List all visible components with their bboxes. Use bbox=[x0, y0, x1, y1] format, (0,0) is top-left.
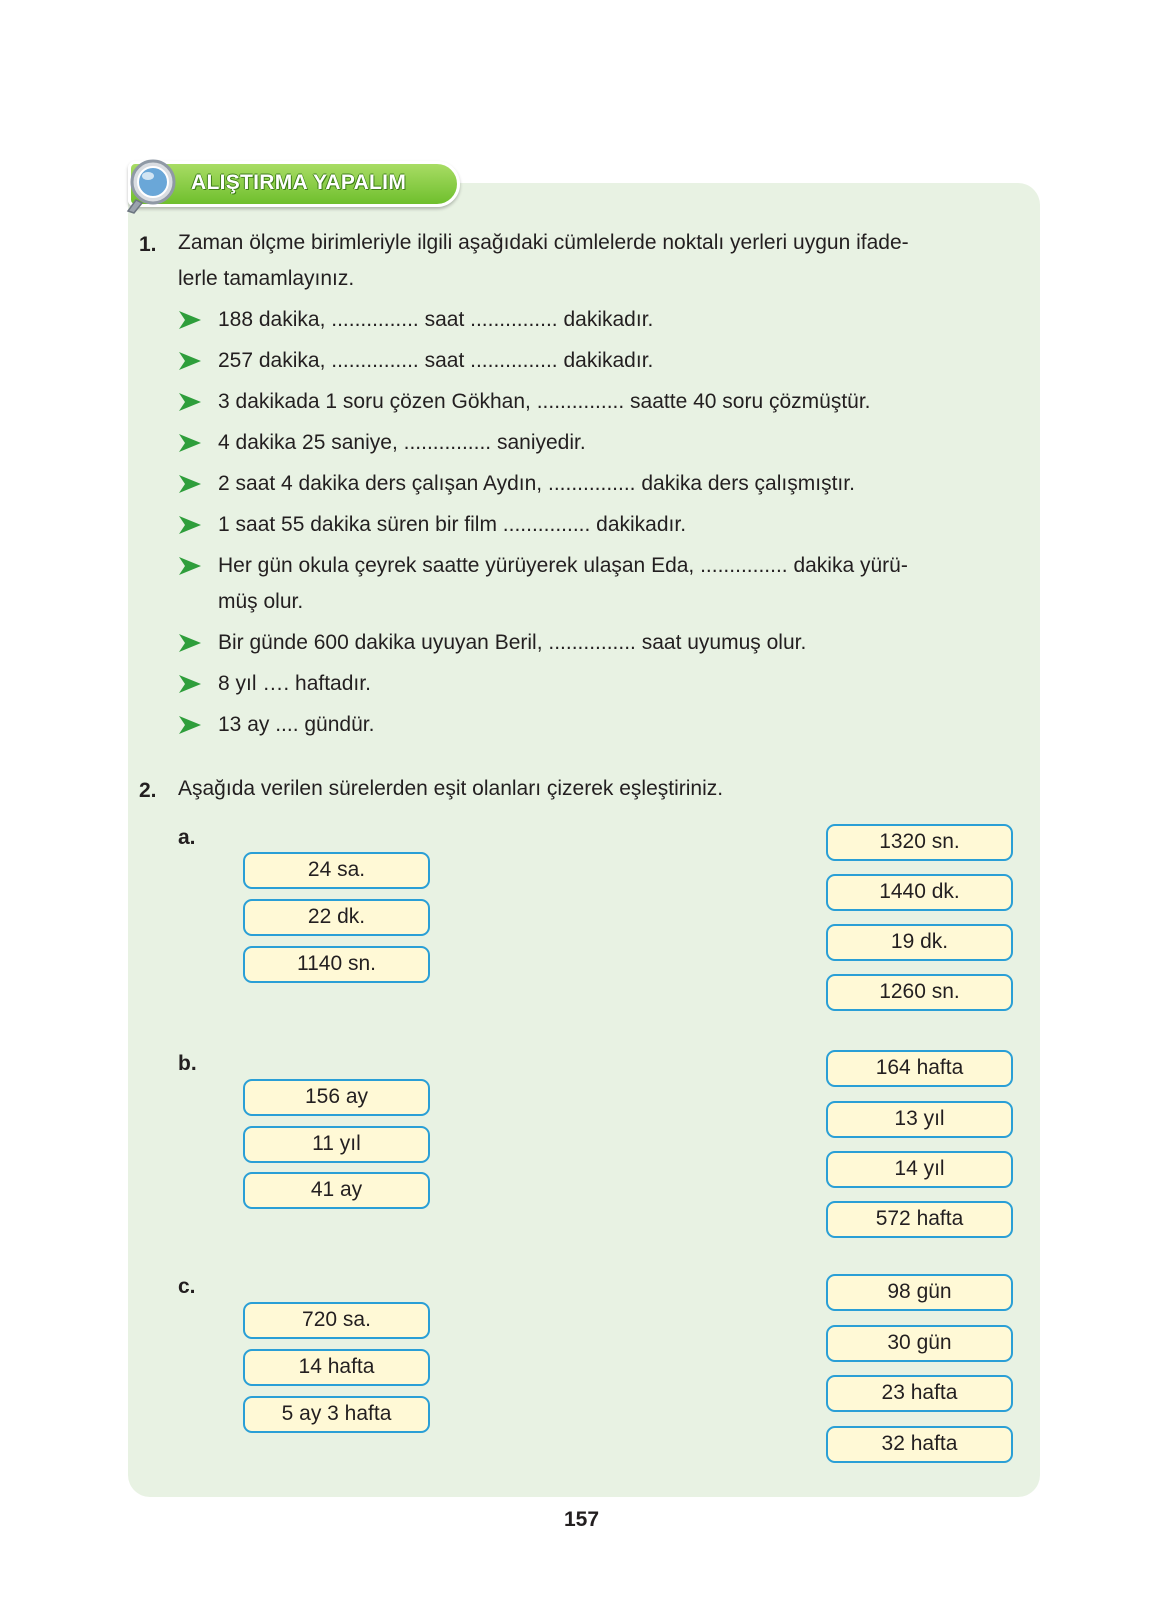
match-box-right[interactable]: 1440 dk. bbox=[826, 874, 1013, 911]
match-box-left[interactable]: 14 hafta bbox=[243, 1349, 430, 1386]
match-box-left[interactable]: 720 sa. bbox=[243, 1302, 430, 1339]
item-text: 2 saat 4 dakika ders çalışan Aydın, ............... dakika ders çalışmıştır. bbox=[218, 472, 855, 495]
arrow-right-icon bbox=[178, 466, 202, 502]
item-text: 188 dakika, ............... saat ............... dakikadır. bbox=[218, 308, 654, 331]
group-a-label: a. bbox=[178, 826, 196, 849]
arrow-right-icon bbox=[178, 302, 202, 338]
question-2-prompt: Aşağıda verilen sürelerden eşit olanları çizerek eşleştiriniz. bbox=[178, 777, 724, 800]
match-box-left[interactable]: 22 dk. bbox=[243, 899, 430, 936]
match-box-right[interactable]: 164 hafta bbox=[826, 1050, 1013, 1087]
question-1-prompt-line2: lerle tamamlayınız. bbox=[178, 267, 355, 290]
match-box-right[interactable]: 98 gün bbox=[826, 1274, 1013, 1311]
match-box-left[interactable]: 11 yıl bbox=[243, 1126, 430, 1163]
match-box-right[interactable]: 1320 sn. bbox=[826, 824, 1013, 861]
match-box-right[interactable]: 13 yıl bbox=[826, 1101, 1013, 1138]
item-text: müş olur. bbox=[218, 590, 304, 613]
arrow-right-icon bbox=[178, 384, 202, 420]
question-1-prompt-line1: Zaman ölçme birimleriyle ilgili aşağıdaki cümlelerde noktalı yerleri uygun ifade- bbox=[178, 231, 909, 254]
group-b-label: b. bbox=[178, 1052, 197, 1075]
item-text: Her gün okula çeyrek saatte yürüyerek ulaşan Eda, ............... dakika yürü- bbox=[218, 554, 908, 577]
page-number: 157 bbox=[563, 1508, 600, 1531]
banner-title: ALIŞTIRMA YAPALIM bbox=[191, 171, 407, 194]
group-c-label: c. bbox=[178, 1275, 196, 1298]
match-box-right[interactable]: 30 gün bbox=[826, 1325, 1013, 1362]
match-box-right[interactable]: 1260 sn. bbox=[826, 974, 1013, 1011]
question-2-number: 2. bbox=[139, 779, 157, 802]
item-text: 4 dakika 25 saniye, ............... saniyedir. bbox=[218, 431, 586, 454]
match-box-left[interactable]: 24 sa. bbox=[243, 852, 430, 889]
item-text: 257 dakika, ............... saat ............... dakikadır. bbox=[218, 349, 654, 372]
arrow-right-icon bbox=[178, 548, 202, 584]
item-text: Bir günde 600 dakika uyuyan Beril, ............... saat uyumuş olur. bbox=[218, 631, 807, 654]
arrow-right-icon bbox=[178, 507, 202, 543]
arrow-right-icon bbox=[178, 425, 202, 461]
arrow-right-icon bbox=[178, 707, 202, 743]
item-text: 8 yıl …. haftadır. bbox=[218, 672, 371, 695]
match-box-right[interactable]: 14 yıl bbox=[826, 1151, 1013, 1188]
match-box-left[interactable]: 1140 sn. bbox=[243, 946, 430, 983]
match-box-right[interactable]: 572 hafta bbox=[826, 1201, 1013, 1238]
match-box-left[interactable]: 5 ay 3 hafta bbox=[243, 1396, 430, 1433]
match-box-right[interactable]: 23 hafta bbox=[826, 1375, 1013, 1412]
match-box-left[interactable]: 156 ay bbox=[243, 1079, 430, 1116]
match-box-right[interactable]: 19 dk. bbox=[826, 924, 1013, 961]
item-text: 3 dakikada 1 soru çözen Gökhan, ............... saatte 40 soru çözmüştür. bbox=[218, 390, 871, 413]
match-box-left[interactable]: 41 ay bbox=[243, 1172, 430, 1209]
arrow-right-icon bbox=[178, 625, 202, 661]
item-text: 1 saat 55 dakika süren bir film ............... dakikadır. bbox=[218, 513, 687, 536]
item-text: 13 ay .... gündür. bbox=[218, 713, 375, 736]
question-1-number: 1. bbox=[139, 233, 157, 256]
magnifier-icon bbox=[124, 155, 186, 217]
match-box-right[interactable]: 32 hafta bbox=[826, 1426, 1013, 1463]
arrow-right-icon bbox=[178, 666, 202, 702]
arrow-right-icon bbox=[178, 343, 202, 379]
